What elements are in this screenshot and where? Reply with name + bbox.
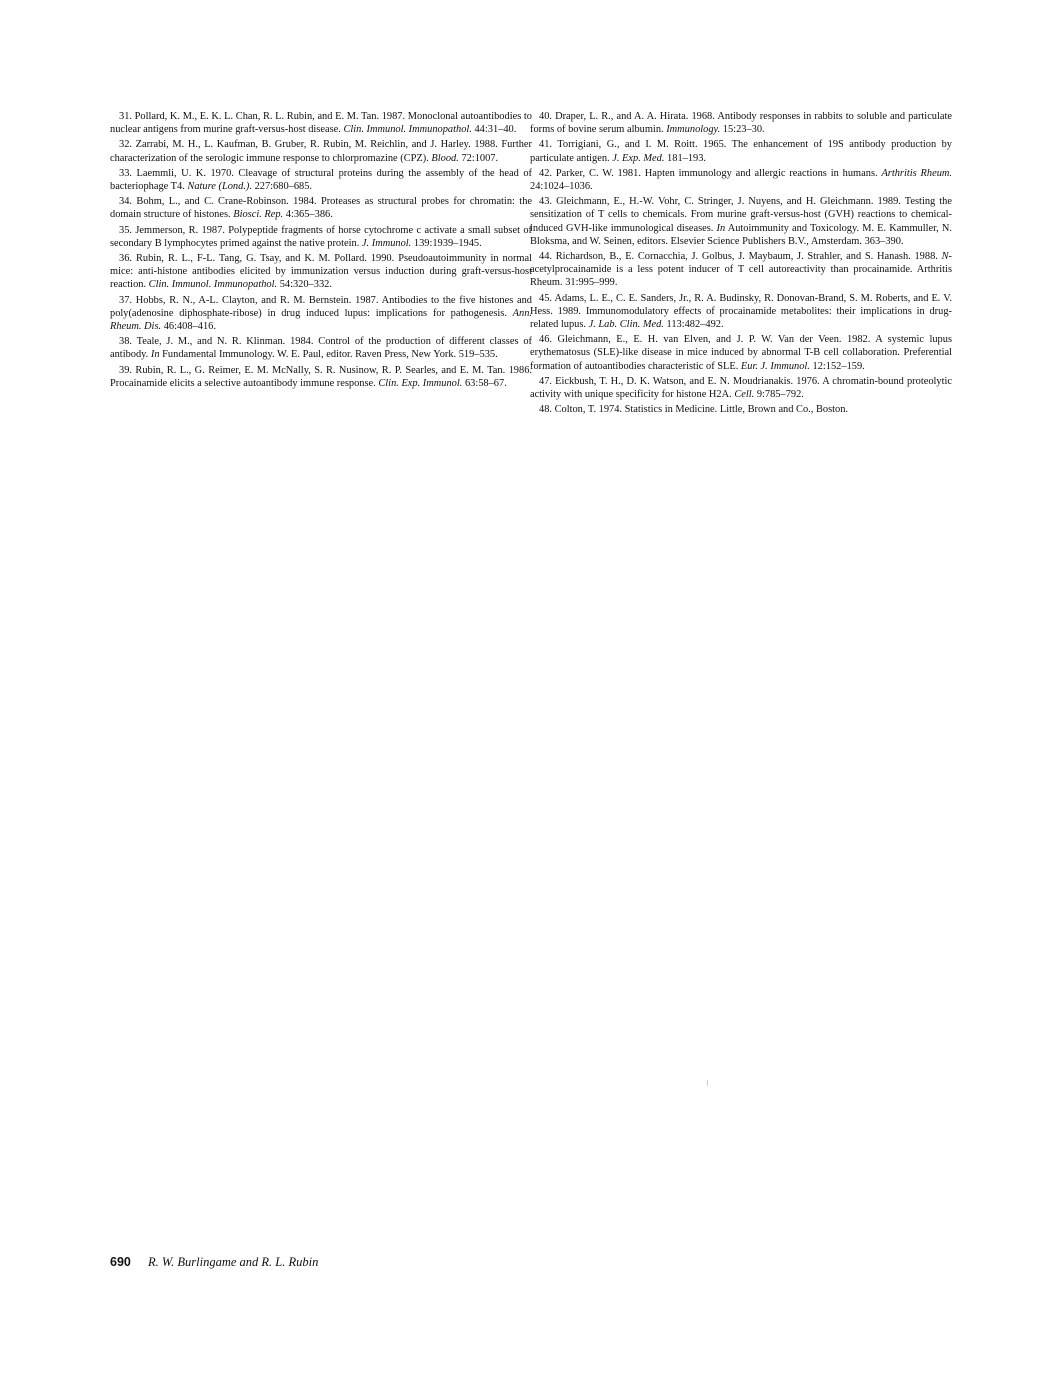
reference-citation: 12:152–159. — [809, 360, 865, 372]
reference-entry — [110, 138, 532, 164]
reference-journal: Clin. Immunol. Immunopathol. — [343, 124, 472, 136]
reference-journal: Immunology. — [666, 124, 721, 136]
reference-citation: 181–193. — [664, 152, 707, 164]
reference-citation: 63:58–67. — [462, 377, 507, 389]
reference-text: 37. Hobbs, R. N., A-L. Clayton, and R. M. Bernstein. 1987. Antibodies to the five histones and poly(adenosine diphosphate-ribose) in drug induced lupus: implications for pathogenesis. — [110, 294, 532, 319]
reference-entry — [530, 292, 952, 332]
reference-text: 32. Zarrabi, M. H., L. Kaufman, B. Gruber, R. Rubin, M. Reichlin, and J. Harley. 1988. Further characterization of the serologic immune response to chlorpromazine (CPZ). — [110, 139, 532, 164]
reference-journal: Cell. — [734, 389, 755, 401]
reference-journal: Arthritis Rheum. — [881, 167, 952, 179]
reference-entry — [530, 333, 952, 373]
scan-mark — [707, 1080, 708, 1086]
reference-journal: Nature (Lond.). — [187, 181, 252, 193]
reference-journal: In — [150, 349, 160, 361]
reference-entry — [110, 252, 532, 292]
reference-journal: J. Lab. Clin. Med. — [588, 319, 664, 331]
reference-entry — [530, 167, 952, 193]
reference-text: 39. Rubin, R. L., G. Reimer, E. M. McNally, S. R. Nusinow, R. P. Searles, and E. M. Tan. 1986. Procainamide elicits a selective autoantibody immune response. — [110, 364, 532, 389]
reference-text: 43. Gleichmann, E., H.-W. Vohr, C. Stringer, J. Nuyens, and H. Gleichmann. 1989. Testing the sensitization of T cells to chemicals. From murine graft-versus-host (GVH) reactions to chemical-induced GVH-like immunological diseases. — [530, 196, 952, 234]
reference-journal: Clin. Immunol. Immunopathol. — [148, 279, 278, 291]
reference-text: 46. Gleichmann, E., E. H. van Elven, and J. P. W. Van der Veen. 1982. A systemic lupus erythematosus (SLE)-like disease in mice induced by abnormal T-B cell collaboration. Preferential formation of autoantibodies characteristic of SLE. — [530, 334, 952, 372]
reference-journal: J. Immunol. — [361, 237, 412, 249]
reference-journal: Eur. J. Immunol. — [740, 360, 810, 372]
reference-journal: J. Exp. Med. — [612, 152, 665, 164]
reference-text: 47. Eickbush, T. H., D. K. Watson, and E. N. Moudrianakis. 1976. A chromatin-bound proteolytic activity with unique specificity for histone H2A. — [530, 375, 952, 401]
reference-journal: Clin. Exp. Immunol. — [378, 377, 463, 389]
references-right-column — [530, 110, 952, 418]
reference-entry — [530, 138, 952, 164]
reference-citation: Fundamental Immunology. W. E. Paul, editor. Raven Press, New York. 519–535. — [159, 349, 498, 361]
reference-entry — [110, 224, 532, 250]
reference-text: 40. Draper, L. R., and A. A. Hirata. 1968. Antibody responses in rabbits to soluble and particulate forms of bovine serum albumin. — [530, 111, 952, 136]
reference-text: 34. Bohm, L., and C. Crane-Robinson. 1984. Proteases as structural probes for chromatin: the domain structure of histones. — [110, 196, 532, 221]
reference-citation: 46:408–416. — [161, 321, 216, 333]
reference-journal: Biosci. Rep. — [233, 209, 284, 221]
reference-text: 45. Adams, L. E., C. E. Sanders, Jr., R. A. Budinsky, R. Donovan-Brand, S. M. Roberts, and E. V. Hess. 1989. Immunomodulatory effects of procainamide metabolites: their implications in drug-related lupus. — [530, 292, 952, 331]
reference-text: 41. Torrigiani, G., and I. M. Roitt. 1965. The enhancement of 19S antibody production by particulate antigen. — [530, 139, 952, 164]
reference-journal: Blood. — [431, 152, 459, 164]
reference-journal: Ann. Rheum. Dis. — [110, 307, 532, 333]
reference-text: 31. Pollard, K. M., E. K. L. Chan, R. L. Rubin, and E. M. Tan. 1987. Monoclonal autoantibodies to nuclear antigens from murine graft-versus-host disease. — [110, 111, 532, 136]
reference-citation: 227:680–685. — [251, 181, 313, 193]
running-authors: R. W. Burlingame and R. L. Rubin — [147, 1255, 319, 1269]
reference-text: 42. Parker, C. W. 1981. Hapten immunology and allergic reactions in humans. — [539, 167, 882, 179]
reference-entry — [110, 110, 532, 136]
reference-text: 35. Jemmerson, R. 1987. Polypeptide fragments of horse cytochrome c activate a small subset of secondary B lymphocytes primed against the native protein. — [110, 224, 532, 249]
reference-citation: 113:482–492. — [663, 319, 724, 331]
reference-text: 48. Colton, T. 1974. Statistics in Medicine. Little, Brown and Co., Boston. — [539, 404, 849, 416]
reference-citation: 24:1024–1036. — [530, 181, 593, 193]
reference-text: 38. Teale, J. M., and N. R. Klinman. 1984. Control of the production of different classes of antibody. — [110, 336, 532, 361]
reference-entry — [110, 335, 532, 361]
reference-entry — [530, 195, 952, 248]
reference-citation: 139:1939–1945. — [411, 237, 482, 249]
reference-entry — [110, 294, 532, 334]
page-number: 690 — [110, 1255, 131, 1269]
references-left-column — [110, 110, 532, 392]
reference-journal: N — [941, 251, 949, 263]
reference-citation: 4:365–386. — [283, 209, 333, 221]
reference-entry — [530, 250, 952, 290]
reference-entry — [110, 195, 532, 221]
reference-text: 36. Rubin, R. L., F-L. Tang, G. Tsay, and K. M. Pollard. 1990. Pseudoautoimmunity in normal mice: anti-histone antibodies elicited by immunization versus induction during graft-versus-host reaction. — [110, 253, 532, 291]
reference-citation: 9:785–792. — [754, 389, 804, 401]
reference-citation: 72:1007. — [458, 152, 499, 164]
reference-citation: 54:320–332. — [277, 279, 332, 291]
reference-entry — [110, 167, 532, 193]
reference-citation: Autoimmunity and Toxicology. M. E. Kammuller, N. Bloksma, and W. Seinen, editors. Elsevier Science Publishers B.V., Amsterdam. 363–390. — [530, 222, 952, 247]
page-footer — [110, 1255, 318, 1270]
reference-journal: In — [716, 222, 726, 234]
reference-entry — [530, 375, 952, 401]
reference-text: 33. Laemmli, U. K. 1970. Cleavage of structural proteins during the assembly of the head of bacteriophage T4. — [110, 167, 532, 193]
reference-entry — [110, 364, 532, 390]
reference-citation: 44:31–40. — [471, 124, 517, 136]
reference-citation: 15:23–30. — [720, 124, 765, 136]
reference-entry — [530, 110, 952, 136]
reference-entry — [530, 403, 952, 416]
reference-citation: -acetylprocainamide is a less potent inducer of T cell autoreactivity than procainamide. Arthritis Rheum. 31:995–999. — [530, 251, 952, 289]
reference-text: 44. Richardson, B., E. Cornacchia, J. Golbus, J. Maybaum, J. Strahler, and S. Hanash. 1988. — [539, 251, 942, 263]
